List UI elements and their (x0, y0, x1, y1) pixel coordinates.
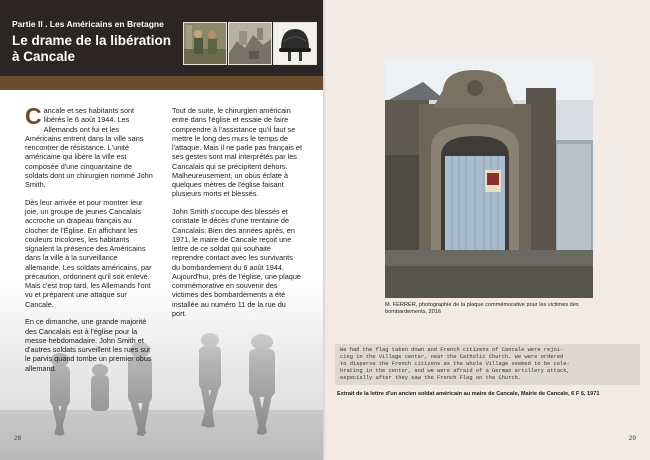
chapter-kicker: Partie II . Les Américains en Bretagne (12, 19, 164, 29)
photo-caption: M. FERRER, photographie de la plaque commémorative pour les victimes des bombardements, 2016 (385, 302, 579, 316)
thumbnail-soldier-photo (183, 22, 227, 65)
paragraph: Dès leur arrivée et pour montrer leur joie, un groupe de jeunes Cancalais accroche un drapeau français au clocher de l'Église. En affichant les couleurs tricolores, les habitants signalent la présence des Américains dans la ville à la surveillance allemande. Les soldats américains, par précaution, ordonnent qu'il soit enlevé. Mais c'est trop tard, les Allemands l'ont vu et préparent une attaque sur Cancale. (25, 197, 152, 309)
letter-caption: Extrait de la lettre d'un ancien soldat américain au maire de Cancale, Mairie de Cancale, 6 F 6, 1971 (337, 391, 600, 397)
chapter-header (0, 0, 325, 76)
letter-excerpt-image (335, 344, 640, 385)
letter-line: cing in the Village center, near the Catholic Church. We were ordered (340, 354, 564, 360)
letter-line: brating in the center, and we were afraid of a German artillery attack, (340, 368, 570, 374)
paragraph: En ce dimanche, une grande majorité des Cancalais est à l'église pour la messe hebdomadaire. John Smith et d'autres soldats surveillent les rues sur le parvis quand tombe un premier obus allemand. (25, 317, 152, 373)
memorial-gate-photo (385, 60, 593, 298)
paragraph: John Smith s'occupe des blessés et constate le décès d'une trentaine de Cancalais. Bien des années après, en 1971, le maire de Cancale reçoit une lettre de ce soldat qui souhaite reprendre contact avec les survivants du bombardement du 6 août 1944. Aujourd'hui, près de l'église, une plaque commémorative en souvenir des victimes des bombardements a été installée au numéro 11 de la rue du port. (172, 207, 301, 318)
page-number-right: 29 (628, 435, 636, 442)
letter-line: to disperse the French citizens as the whole Village seemed to be cele- (340, 361, 570, 367)
drop-cap: C (25, 103, 42, 129)
paragraph: Cancale et ses habitants sont libérés le 6 août 1944. Les Allemands ont fui et les Américains entrent dans la ville sans rencontrer de résistance. L'unité américaine qui libère la ville est composée d'une cinquantaine de soldats dont un chirurgien nommé John Smith. (25, 103, 153, 189)
header-accent-band (0, 76, 325, 90)
text-column-2 (172, 106, 302, 327)
letter-line: We had the flag taken down and French citizens of Cancale were rejoi- (340, 347, 564, 353)
right-page (325, 0, 650, 460)
page-number-left: 28 (14, 435, 22, 442)
chapter-title: Le drame de la libération à Cancale (12, 33, 172, 64)
text-column-1 (25, 103, 155, 381)
book-gutter (323, 0, 326, 460)
thumbnail-ruins-photo (228, 22, 272, 65)
paragraph: Tout de suite, le chirurgien américain entre dans l'église et essaie de faire comprendre à l'assistance qu'il faut se mettre le long des murs le temps de l'attaque. Mais il ne parle pas français et ses gestes sont mal interprétés par les Cancalais qui se précipitent dehors. Malheureusement, un obus éclate à quelques mètres de l'église faisant plusieurs morts et blessés. (172, 106, 302, 199)
thumbnail-helmet-photo (273, 22, 317, 65)
letter-line: especially after they saw the French Flag on the Church. (340, 375, 522, 381)
